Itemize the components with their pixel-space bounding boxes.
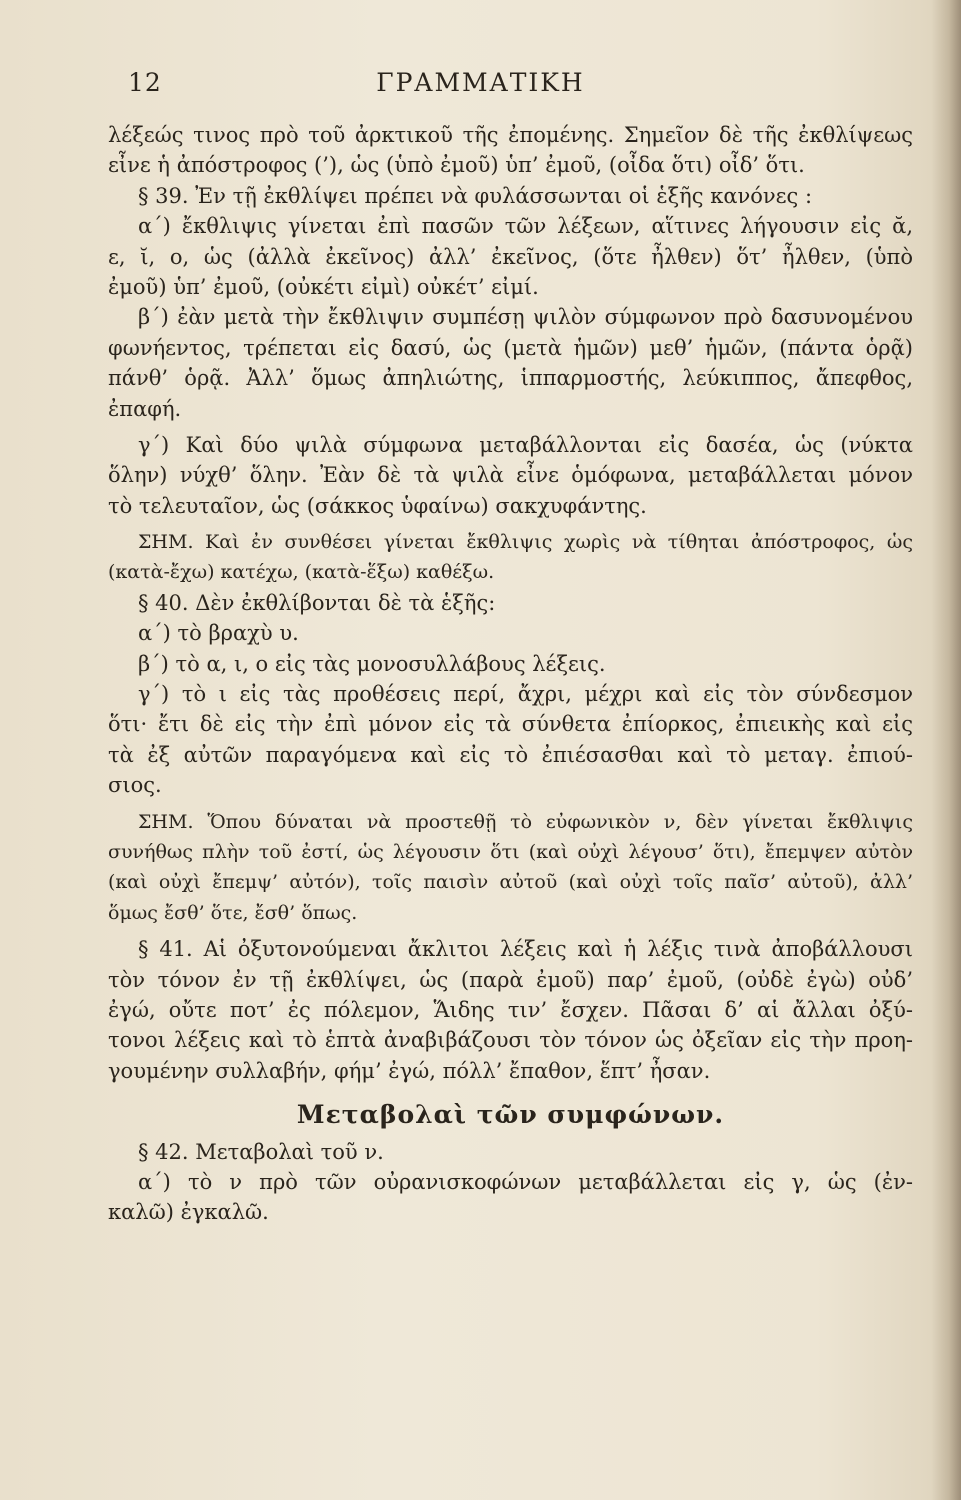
text-line: ἐπαφή. bbox=[108, 396, 182, 421]
section-heading: Μεταβολαὶ τῶν συμφώνων. bbox=[296, 1100, 725, 1130]
section-41-line: § 41. Αἱ ὀξυτονούμεναι ἄκλιτοι λέξεις καὶ ἡ λέξις τινὰ ἀποβάλλουσι bbox=[138, 937, 913, 962]
note-line: ΣΗΜ. Καὶ ἐν συνθέσει γίνεται ἔκθλιψις χωρὶς νὰ τίθηται ἀπόστροφος, ὡς bbox=[138, 531, 913, 554]
running-title: ΓΡΑΜΜΑΤΙΚΗ bbox=[376, 68, 585, 97]
text-line: τὸν τόνον ἐν τῇ ἐκθλίψει, ὡς (παρὰ ἐμοῦ) παρ’ ἐμοῦ, (οὐδὲ ἐγὼ) οὐδ’ bbox=[108, 967, 913, 992]
page-edge-shadow bbox=[931, 0, 961, 1500]
text-line: α΄) τὸ βραχὺ υ. bbox=[138, 621, 299, 646]
text-line: φωνήεντος, τρέπεται εἰς δασύ, ὡς (μετὰ ἡμῶν) μεθ’ ἡμῶν, (πάντα ὁρᾷ) bbox=[108, 335, 913, 360]
note-line: ΣΗΜ. Ὅπου δύναται νὰ προστεθῇ τὸ εὐφωνικὸν ν, δὲν γίνεται ἔκθλιψις bbox=[138, 810, 913, 833]
text-line: γ΄) Καὶ δύο ψιλὰ σύμφωνα μεταβάλλονται εἰς δασέα, ὡς (νύκτα bbox=[138, 432, 913, 457]
text-line: β΄) τὸ α, ι, ο εἰς τὰς μονοσυλλάβους λέξεις. bbox=[138, 651, 606, 676]
text-line: γ΄) τὸ ι εἰς τὰς προθέσεις περί, ἄχρι, μέχρι καὶ εἰς τὸν σύνδεσμον bbox=[138, 682, 913, 707]
text-line: τὸ τελευταῖον, ὡς (σάκκος ὑφαίνω) σακχυφάντης. bbox=[108, 493, 647, 518]
section-42-title: § 42. Μεταβολαὶ τοῦ ν. bbox=[138, 1139, 384, 1164]
text-line: ὅλην) νύχθ’ ὅλην. Ἐὰν δὲ τὰ ψιλὰ εἶνε ὁμόφωνα, μεταβάλλεται μόνον bbox=[108, 463, 913, 488]
text-line: εἶνε ἡ ἀπόστροφος (’), ὡς (ὑπὸ ἐμοῦ) ὑπ’ ἐμοῦ, (οἶδα ὅτι) οἶδ’ ὅτι. bbox=[108, 153, 805, 178]
text-line: α΄) ἔκθλιψις γίνεται ἐπὶ πασῶν τῶν λέξεων, αἵτινες λήγουσιν εἰς ᾰ, bbox=[138, 214, 913, 239]
text-line: γουμένην συλλαβήν, φήμ’ ἐγώ, πόλλ’ ἔπαθον, ἕπτ’ ἦσαν. bbox=[108, 1058, 711, 1083]
text-line: σιος. bbox=[108, 773, 162, 798]
section-39-title: § 39. Ἐν τῇ ἐκθλίψει πρέπει νὰ φυλάσσωνται οἱ ἑξῆς κανόνες : bbox=[138, 183, 813, 208]
section-40-title: § 40. Δὲν ἐκθλίβονται δὲ τὰ ἑξῆς: bbox=[138, 590, 496, 615]
text-line: τὰ ἐξ αὐτῶν παραγόμενα καὶ εἰς τὸ ἐπιέσασθαι καὶ τὸ μεταγ. ἐπιού- bbox=[108, 742, 913, 767]
note-line: ὅμως ἔσθ’ ὅτε, ἔσθ’ ὅπως. bbox=[108, 901, 358, 924]
text-line: λέξεώς τινος πρὸ τοῦ ἀρκτικοῦ τῆς ἐπομένης. Σημεῖον δὲ τῆς ἐκθλίψεως bbox=[108, 123, 913, 147]
text-line: πάνθ’ ὁρᾷ. Ἀλλ’ ὅμως ἀπηλιώτης, ἱππαρμοστής, λεύκιππος, ἄπεφθος, bbox=[108, 366, 913, 391]
page-number: 12 bbox=[128, 68, 162, 97]
text-line: τονοι λέξεις καὶ τὸ ἑπτὰ ἀναβιβάζουσι τὸν τόνον ὡς ὀξεῖαν εἰς τὴν προη- bbox=[108, 1028, 913, 1053]
note-line: συνήθως πλὴν τοῦ ἐστί, ὡς λέγουσιν ὅτι (καὶ οὐχὶ λέγουσ’ ὅτι), ἔπεμψεν αὐτὸν bbox=[108, 840, 913, 863]
text-line: ε, ῐ, ο, ὡς (ἀλλὰ ἐκεῖνος) ἀλλ’ ἐκεῖνος, (ὅτε ἦλθεν) ὅτ’ ἦλθεν, (ὑπὸ bbox=[108, 244, 913, 269]
note-line: (καὶ οὐχὶ ἔπεμψ’ αὐτόν), τοῖς παισὶν αὐτοῦ (καὶ οὐχὶ τοῖς παῖσ’ αὐτοῦ), ἀλλ’ bbox=[108, 871, 913, 894]
text-line: α΄) τὸ ν πρὸ τῶν οὐρανισκοφώνων μεταβάλλεται εἰς γ, ὡς (ἐν- bbox=[138, 1169, 913, 1194]
text-line: καλῶ) ἐγκαλῶ. bbox=[108, 1200, 269, 1225]
text-line: ἐγώ, οὔτε ποτ’ ἐς πόλεμον, Ἅιδης τιν’ ἔσχεν. Πᾶσαι δ’ αἱ ἄλλαι ὀξύ- bbox=[108, 997, 913, 1022]
note-line: (κατὰ-ἔχω) κατέχω, (κατὰ-ἕξω) καθέξω. bbox=[108, 561, 495, 584]
page-body bbox=[108, 120, 913, 1228]
text-line: ὅτι· ἔτι δὲ εἰς τὴν ἐπὶ μόνον εἰς τὰ σύνθετα ἐπίορκος, ἐπιεικὴς καὶ εἰς bbox=[108, 712, 913, 737]
text-line: ἐμοῦ) ὑπ’ ἐμοῦ, (οὐκέτι εἰμὶ) οὐκέτ’ εἰμί. bbox=[108, 274, 539, 299]
page-header bbox=[0, 68, 961, 108]
text-line: β΄) ἐὰν μετὰ τὴν ἔκθλιψιν συμπέσῃ ψιλὸν σύμφωνον πρὸ δασυνομένου bbox=[138, 305, 913, 330]
